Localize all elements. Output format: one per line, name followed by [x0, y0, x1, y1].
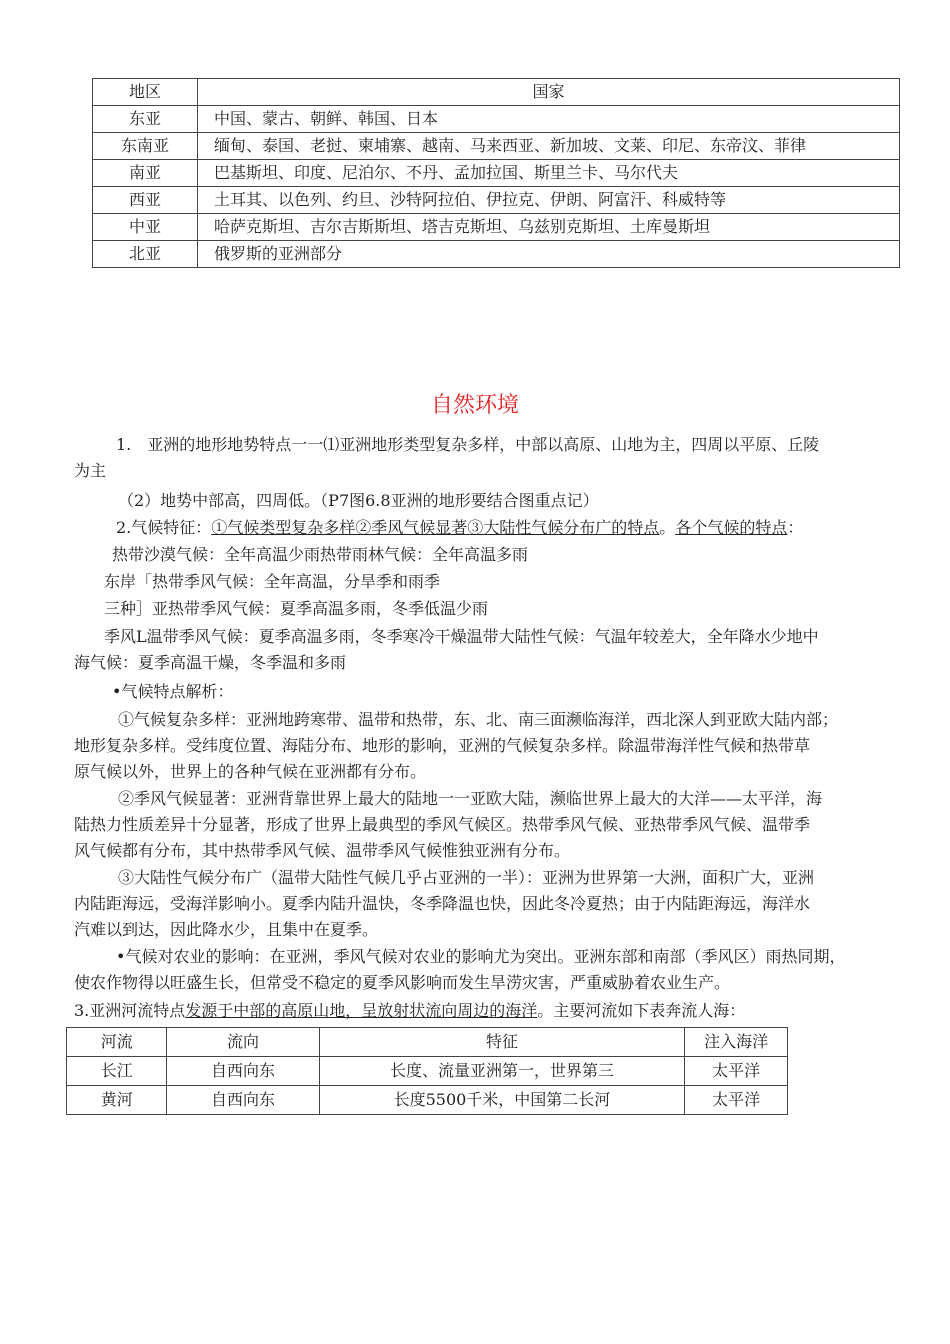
river-suffix: 。主要河流如下表奔流人海：: [537, 1001, 746, 1020]
river-table: [66, 1027, 788, 1115]
climate-features: [116, 515, 926, 541]
table-row: [93, 241, 900, 268]
region-cell: 东南亚: [93, 133, 198, 160]
climate-suffix: ：: [787, 518, 804, 537]
header-region: 地区: [93, 79, 198, 106]
climate-features-underlined: ①气候类型复杂多样②季风气候显著③大陆性气候分布广的特点: [211, 518, 660, 537]
climate-line-4: 季风L温带季风气候：夏季高温多雨，冬季寒冷干燥温带大陆性气候：气温年较差大，全年降水少地中: [104, 627, 819, 646]
analysis-title: •气候特点解析：: [112, 682, 234, 701]
agriculture-line-2: 使农作物得以旺盛生长，但常受不稳定的夏季风影响而发生旱涝灾害，严重威胁着农业生产。: [74, 973, 731, 992]
section-title: 自然环境: [430, 393, 519, 418]
countries-cell: 巴基斯坦、印度、尼泊尔、不丹、孟加拉国、斯里兰卡、马尔代夫: [198, 160, 900, 187]
table-row: [93, 106, 900, 133]
river-prefix: 3.亚洲河流特点: [74, 1001, 186, 1020]
climate-line-3: 三种］亚热带季风气候：夏季高温多雨，冬季低温少雨: [104, 599, 489, 618]
river-cell: 长江: [67, 1057, 167, 1086]
terrain-line-1: 1. 亚洲的地形地势特点一一⑴亚洲地形类型复杂多样，中部以高原、山地为主，四周以平原、丘陵: [116, 435, 820, 454]
countries-cell: 土耳其、以色列、约旦、沙特阿拉伯、伊拉克、伊朗、阿富汗、科威特等: [198, 187, 900, 214]
table-row: [93, 160, 900, 187]
header-ocean: 注入海洋: [685, 1028, 788, 1057]
analysis-2-line-3: 风气候都有分布，其中热带季风气候、温带季风气候惟独亚洲有分布。: [74, 841, 571, 860]
region-cell: 西亚: [93, 187, 198, 214]
countries-cell: 哈萨克斯坦、吉尔吉斯斯坦、塔吉克斯坦、乌兹别克斯坦、土库曼斯坦: [198, 214, 900, 241]
analysis-3-line-1: ③大陆性气候分布广（温带大陆性气候几乎占亚洲的一半）：亚洲为世界第一大洲，面积广大，亚洲: [118, 868, 815, 887]
table-row: [67, 1086, 788, 1115]
countries-cell: 缅甸、泰国、老挝、柬埔寨、越南、马来西亚、新加坡、文莱、印尼、东帝汶、菲律: [198, 133, 900, 160]
river-features-underlined: 发源于中部的高原山地，呈放射状流向周边的海洋: [185, 1001, 538, 1020]
region-cell: 东亚: [93, 106, 198, 133]
header-river: 河流: [67, 1028, 167, 1057]
header-feature: 特征: [319, 1028, 685, 1057]
countries-cell: 中国、蒙古、朝鲜、韩国、日本: [198, 106, 900, 133]
feature-cell: 长度、流量亚洲第一，世界第三: [319, 1057, 685, 1086]
feature-cell: 长度5500千米，中国第二长河: [319, 1086, 685, 1115]
table-row: [67, 1057, 788, 1086]
table-header-row: [93, 79, 900, 106]
climate-line-2: 东岸「热带季风气候：全年高温，分旱季和雨季: [104, 572, 441, 591]
climate-line-5: 海气候：夏季高温干燥，冬季温和多雨: [74, 653, 347, 672]
table-row: [93, 214, 900, 241]
header-countries: 国家: [198, 79, 900, 106]
climate-mid: 。: [659, 518, 676, 537]
terrain-line-2: 为主: [74, 461, 107, 480]
climate-prefix: 2.气候特征：: [116, 518, 212, 537]
table-row: [93, 187, 900, 214]
header-direction: 流向: [167, 1028, 319, 1057]
countries-cell: 俄罗斯的亚洲部分: [198, 241, 900, 268]
agriculture-line-1: •气候对农业的影响：在亚洲，季风气候对农业的影响尤为突出。亚洲东部和南部（季风区）雨热同期，: [116, 947, 846, 966]
terrain-line-3: （2）地势中部高，四周低。（P7图6.8亚洲的地形要结合图重点记）: [118, 491, 599, 510]
direction-cell: 自西向东: [167, 1057, 319, 1086]
river-cell: 黄河: [67, 1086, 167, 1115]
analysis-1-line-2: 地形复杂多样。受纬度位置、海陆分布、地形的影响，亚洲的气候复杂多样。除温带海洋性气候和热带草: [74, 736, 811, 755]
climate-each-underlined: 各个气候的特点: [675, 518, 788, 537]
region-cell: 南亚: [93, 160, 198, 187]
analysis-3-line-2: 内陆距海远，受海洋影响小。夏季内陆升温快，冬季降温也快，因此冬冷夏热；由于内陆距海远，海洋水: [74, 894, 811, 913]
region-cell: 北亚: [93, 241, 198, 268]
analysis-1-line-3: 原气候以外，世界上的各种气候在亚洲都有分布。: [74, 762, 427, 781]
ocean-cell: 太平洋: [685, 1086, 788, 1115]
analysis-1-line-1: ①气候复杂多样：亚洲地跨寒带、温带和热带，东、北、南三面濒临海洋，西北深人到亚欧大陆内部；: [118, 710, 839, 729]
analysis-2-line-1: ②季风气候显著：亚洲背靠世界上最大的陆地一一亚欧大陆，濒临世界上最大的大洋——太平洋，海: [118, 789, 823, 808]
river-features: [74, 998, 934, 1024]
direction-cell: 自西向东: [167, 1086, 319, 1115]
region-cell: 中亚: [93, 214, 198, 241]
analysis-2-line-2: 陆热力性质差异十分显著，形成了世界上最典型的季风气候区。热带季风气候、亚热带季风气候、温带季: [74, 815, 811, 834]
analysis-3-line-3: 汽难以到达，因此降水少，且集中在夏季。: [74, 920, 379, 939]
table-header-row: [67, 1028, 788, 1057]
ocean-cell: 太平洋: [685, 1057, 788, 1086]
table-row: [93, 133, 900, 160]
region-table: [92, 78, 900, 268]
climate-line-1: 热带沙漠气候：全年高温少雨热带雨林气候：全年高温多雨: [112, 545, 529, 564]
